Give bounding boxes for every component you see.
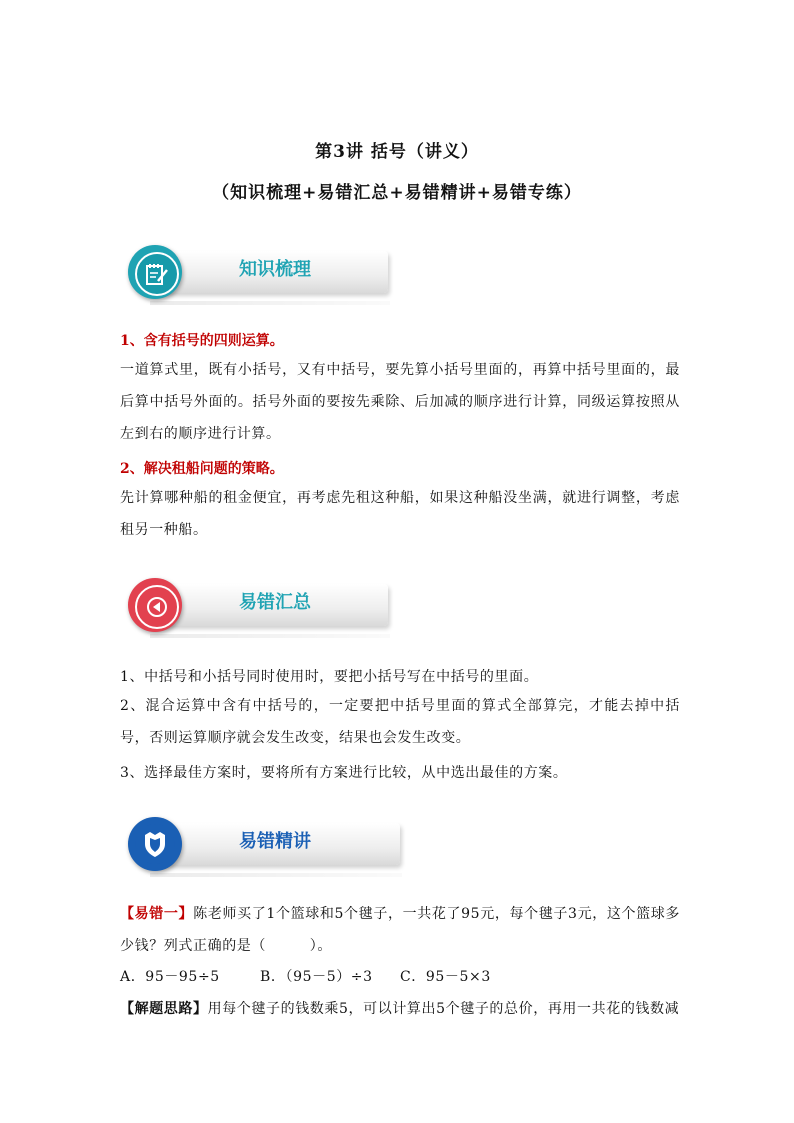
shield-icon: [140, 829, 170, 859]
banner-label: 知识梳理: [239, 259, 311, 280]
summary-item-1: 1、中括号和小括号同时使用时，要把小括号写在中括号的里面。: [120, 669, 539, 685]
banner-circle: [128, 245, 182, 299]
question-text: 陈老师买了1个篮球和5个毽子，一共花了95元，每个毽子3元，这个篮球多少钱？列式正确的是（ ）。: [120, 906, 680, 954]
section-banner-explain: [120, 815, 405, 875]
play-arrow-icon: [145, 595, 169, 619]
knowledge-paragraph-2: 先计算哪种船的租金便宜，再考虑先租这种船，如果这种船没坐满，就进行调整，考虑租另一种船。: [120, 490, 680, 538]
knowledge-heading-1: 1、含有括号的四则运算。: [120, 333, 284, 349]
option-b: B．（95－5）÷3: [260, 969, 373, 985]
knowledge-paragraph-1: 一道算式里，既有小括号，又有中括号，要先算小括号里面的，再算中括号里面的，最后算中括号外面的。括号外面的要按先乘除、后加减的顺序进行计算，同级运算按照从左到右的顺序进行计算。: [120, 362, 680, 442]
page-title: 第3讲 括号（讲义）: [315, 142, 479, 162]
page-subtitle: （知识梳理+易错汇总+易错精讲+易错专练）: [212, 183, 582, 203]
options-row: [120, 966, 680, 986]
summary-item-2: 2、混合运算中含有中括号的，一定要把中括号里面的算式全部算完，才能去掉中括号，否则运算顺序就会发生改变，结果也会发生改变。: [120, 698, 680, 746]
solution-hint: [120, 998, 680, 1018]
hint-tag: 【解题思路】: [120, 1001, 208, 1017]
option-a: A．95－95÷5: [120, 969, 220, 985]
question-tag: 【易错一】: [120, 906, 194, 922]
banner-label: 易错精讲: [239, 831, 311, 852]
option-c: C．95－5×3: [400, 969, 491, 985]
notepad-pen-icon: [144, 261, 170, 287]
section-banner-summary: [120, 576, 390, 636]
banner-circle: [128, 817, 182, 871]
hint-text: 用每个毽子的钱数乘5，可以计算出5个毽子的总价，再用一共花的钱数减: [207, 1001, 680, 1017]
banner-circle: [128, 578, 182, 632]
banner-label: 易错汇总: [239, 592, 311, 613]
knowledge-heading-2: 2、解决租船问题的策略。: [120, 461, 284, 477]
section-banner-knowledge: [120, 243, 390, 303]
summary-item-3: 3、选择最佳方案时，要将所有方案进行比较，从中选出最佳的方案。: [120, 765, 568, 781]
explain-question: [120, 898, 680, 962]
